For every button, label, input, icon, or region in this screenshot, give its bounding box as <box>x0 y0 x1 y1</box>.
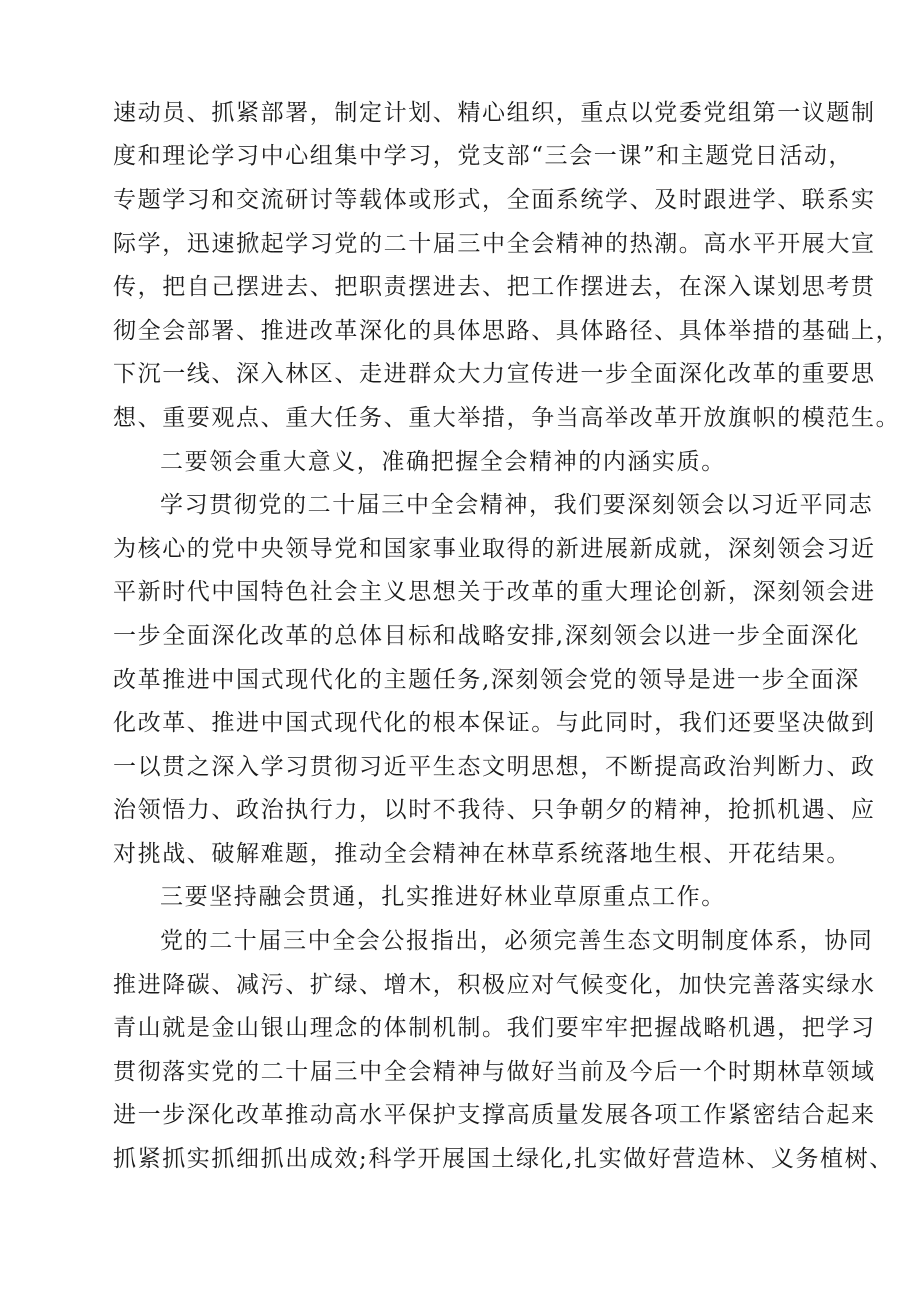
text-line: 际学，迅速掀起学习党的二十届三中全会精神的热潮。高水平开展大宣 <box>113 231 876 257</box>
text-line: 想、重要观点、重大任务、重大举措，争当高举改革开放旗帜的模范生。 <box>113 405 901 431</box>
text-line: 传，把自己摆进去、把职责摆进去、把工作摆进去，在深入谋划思考贯 <box>113 274 876 300</box>
text-line: 青山就是金山银山理念的体制机制。我们要牢牢把握战略机遇，把学习 <box>113 1015 876 1041</box>
text-line: 为核心的党中央领导党和国家事业取得的新进展新成就，深刻领会习近 <box>113 536 876 562</box>
text-line: 对挑战、破解难题，推动全会精神在林草系统落地生根、开花结果。 <box>113 841 851 867</box>
text-line: 平新时代中国特色社会主义思想关于改革的重大理论创新，深刻领会进 <box>113 579 876 605</box>
text-line: 一步全面深化改革的总体目标和战略安排,深刻领会以进一步全面深化 <box>113 623 860 649</box>
text-line: 学习贯彻党的二十届三中全会精神，我们要深刻领会以习近平同志 <box>160 492 874 518</box>
text-line: 改革推进中国式现代化的主题任务,深刻领会党的领导是进一步全面深 <box>113 667 860 693</box>
text-line: 彻全会部署、推进改革深化的具体思路、具体路径、具体举措的基础上， <box>113 318 901 344</box>
text-line: 化改革、推进中国式现代化的根本保证。与此同时，我们还要坚决做到 <box>113 710 876 736</box>
text-line: 度和理论学习中心组集中学习，党支部“三会一课”和主题党日活动， <box>113 143 854 169</box>
text-line: 推进降碳、减污、扩绿、增木，积极应对气候变化，加快完善落实绿水 <box>113 972 876 998</box>
section-heading: 二要领会重大意义，准确把握全会精神的内涵实质。 <box>160 449 726 475</box>
text-line: 专题学习和交流研讨等载体或形式，全面系统学、及时跟进学、联系实 <box>113 187 876 213</box>
text-line: 进一步深化改革推动高水平保护支撑高质量发展各项工作紧密结合起来 <box>113 1102 876 1128</box>
text-line: 一以贯之深入学习贯彻习近平生态文明思想，不断提高政治判断力、政 <box>113 754 876 780</box>
text-line: 下沉一线、深入林区、走进群众大力宣传进一步全面深化改革的重要思 <box>113 361 876 387</box>
text-line: 抓紧抓实抓细抓出成效;科学开展国土绿化,扎实做好营造林、义务植树、 <box>113 1146 894 1172</box>
text-line: 贯彻落实党的二十届三中全会精神与做好当前及今后一个时期林草领域 <box>113 1059 876 1085</box>
text-line: 党的二十届三中全会公报指出，必须完善生态文明制度体系，协同 <box>160 928 874 954</box>
section-heading: 三要坚持融会贯通，扎实推进好林业草原重点工作。 <box>160 884 726 910</box>
text-line: 速动员、抓紧部署，制定计划、精心组织，重点以党委党组第一议题制 <box>113 100 876 126</box>
text-line: 治领悟力、政治执行力，以时不我待、只争朝夕的精神，抢抓机遇、应 <box>113 797 876 823</box>
